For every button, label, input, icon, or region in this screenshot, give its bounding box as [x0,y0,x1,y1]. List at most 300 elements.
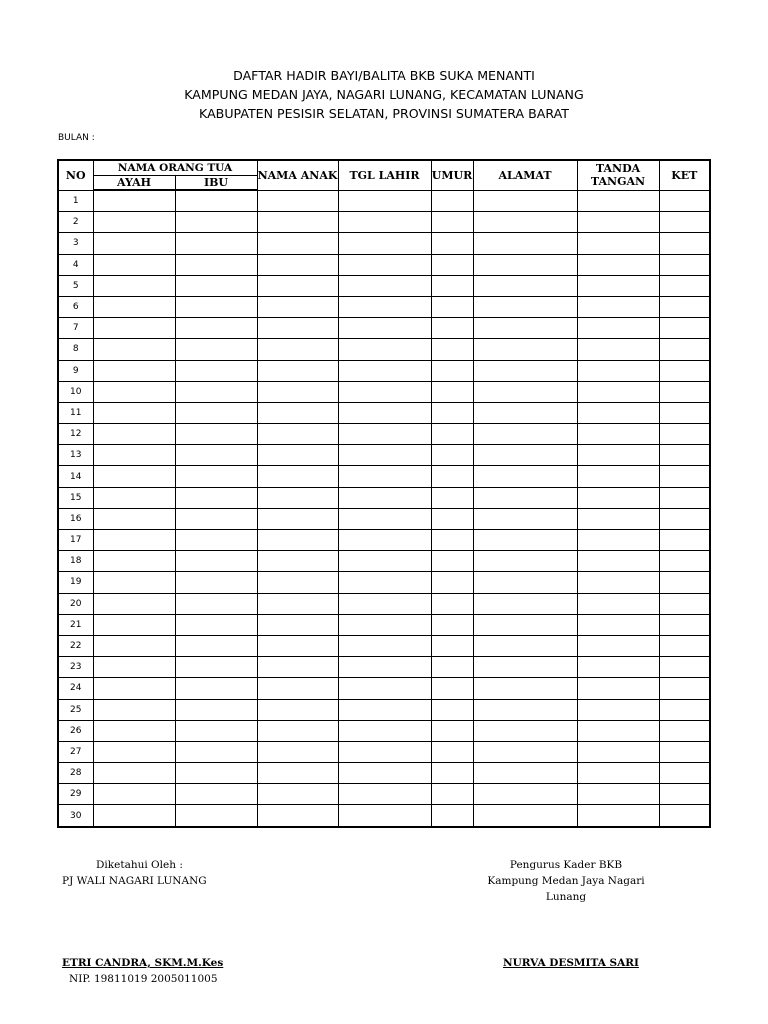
empty-cell [257,402,338,423]
empty-cell [257,360,338,381]
row-number: 23 [58,657,93,678]
row-number: 18 [58,551,93,572]
table-row [58,254,710,275]
empty-cell [338,784,431,805]
table-row [58,657,710,678]
table-row [58,551,710,572]
empty-cell [659,275,710,296]
row-number: 20 [58,593,93,614]
empty-cell [577,657,659,678]
empty-cell [577,212,659,233]
header-ket: KET [659,160,710,190]
empty-cell [431,741,473,762]
empty-cell [659,530,710,551]
left-signer-name: ETRI CANDRA, SKM.M.Kes [62,957,224,969]
empty-cell [257,593,338,614]
empty-cell [473,296,577,317]
empty-cell [93,360,175,381]
empty-cell [659,657,710,678]
empty-cell [473,614,577,635]
empty-cell [659,551,710,572]
empty-cell [338,805,431,827]
empty-cell [577,508,659,529]
left-signature-block [62,857,212,889]
row-number: 10 [58,381,93,402]
empty-cell [431,678,473,699]
empty-cell [175,254,257,275]
empty-cell [659,212,710,233]
table-row [58,212,710,233]
empty-cell [338,593,431,614]
table-row [58,339,710,360]
empty-cell [473,424,577,445]
empty-cell [93,381,175,402]
empty-cell [338,233,431,254]
empty-cell [175,678,257,699]
empty-cell [338,424,431,445]
empty-cell [338,530,431,551]
empty-cell [175,508,257,529]
empty-cell [473,487,577,508]
empty-cell [93,805,175,827]
empty-cell [431,424,473,445]
empty-cell [338,678,431,699]
empty-cell [431,402,473,423]
empty-cell [577,381,659,402]
empty-cell [473,678,577,699]
empty-cell [659,763,710,784]
empty-cell [93,424,175,445]
header-ibu: IBU [175,176,257,191]
table-row [58,720,710,741]
table-row [58,296,710,317]
row-number: 11 [58,402,93,423]
empty-cell [93,190,175,212]
header-nama-anak: NAMA ANAK [257,160,338,190]
empty-cell [338,572,431,593]
row-number: 24 [58,678,93,699]
empty-cell [577,720,659,741]
empty-cell [257,657,338,678]
right-signature-block [470,857,662,905]
empty-cell [338,275,431,296]
empty-cell [431,530,473,551]
table-row [58,530,710,551]
empty-cell [577,784,659,805]
header-ayah: AYAH [93,176,175,191]
empty-cell [431,720,473,741]
empty-cell [338,635,431,656]
empty-cell [577,530,659,551]
empty-cell [659,784,710,805]
table-row [58,805,710,827]
empty-cell [257,763,338,784]
empty-cell [338,254,431,275]
empty-cell [338,508,431,529]
row-number: 28 [58,763,93,784]
empty-cell [257,720,338,741]
table-row [58,508,710,529]
empty-cell [93,699,175,720]
row-number: 17 [58,530,93,551]
empty-cell [431,784,473,805]
empty-cell [577,741,659,762]
table-row [58,275,710,296]
empty-cell [257,381,338,402]
empty-cell [659,593,710,614]
empty-cell [659,614,710,635]
empty-cell [338,699,431,720]
right-signer-name: NURVA DESMITA SARI [503,957,639,969]
empty-cell [175,593,257,614]
empty-cell [338,487,431,508]
empty-cell [577,635,659,656]
empty-cell [175,784,257,805]
empty-cell [257,487,338,508]
table-row [58,233,710,254]
row-number: 26 [58,720,93,741]
table-row [58,763,710,784]
empty-cell [473,699,577,720]
empty-cell [93,212,175,233]
empty-cell [577,318,659,339]
empty-cell [93,720,175,741]
empty-cell [93,339,175,360]
empty-cell [93,763,175,784]
row-number: 5 [58,275,93,296]
empty-cell [659,233,710,254]
empty-cell [577,275,659,296]
row-number: 2 [58,212,93,233]
header-nama-orang-tua: NAMA ORANG TUA [93,160,257,176]
empty-cell [175,296,257,317]
empty-cell [431,508,473,529]
empty-cell [577,466,659,487]
row-number: 29 [58,784,93,805]
empty-cell [338,360,431,381]
empty-cell [577,551,659,572]
empty-cell [338,318,431,339]
empty-cell [431,339,473,360]
empty-cell [473,784,577,805]
empty-cell [338,381,431,402]
empty-cell [175,424,257,445]
empty-cell [577,593,659,614]
empty-cell [93,593,175,614]
empty-cell [257,614,338,635]
header-alamat: ALAMAT [473,160,577,190]
empty-cell [577,699,659,720]
empty-cell [93,296,175,317]
empty-cell [659,402,710,423]
table-row [58,318,710,339]
empty-cell [93,275,175,296]
empty-cell [431,212,473,233]
empty-cell [338,551,431,572]
empty-cell [431,551,473,572]
empty-cell [473,572,577,593]
empty-cell [257,551,338,572]
empty-cell [577,254,659,275]
empty-cell [659,318,710,339]
empty-cell [338,614,431,635]
empty-cell [659,424,710,445]
table-row [58,699,710,720]
empty-cell [175,360,257,381]
empty-cell [431,381,473,402]
empty-cell [175,233,257,254]
row-number: 1 [58,190,93,212]
empty-cell [175,763,257,784]
empty-cell [93,487,175,508]
right-role: Pengurus Kader BKB [509,859,623,871]
empty-cell [431,360,473,381]
empty-cell [257,318,338,339]
empty-cell [257,445,338,466]
row-number: 6 [58,296,93,317]
left-signer-nip: NIP. 19811019 2005011005 [69,973,218,985]
table-row [58,678,710,699]
empty-cell [659,487,710,508]
empty-cell [431,572,473,593]
table-row [58,487,710,508]
empty-cell [473,339,577,360]
row-number: 7 [58,318,93,339]
empty-cell [257,212,338,233]
empty-cell [338,466,431,487]
empty-cell [257,508,338,529]
empty-cell [473,530,577,551]
title-line-2: KAMPUNG MEDAN JAYA, NAGARI LUNANG, KECAMATAN LUNANG [184,87,584,102]
empty-cell [257,339,338,360]
row-number: 3 [58,233,93,254]
empty-cell [431,318,473,339]
header-tgl-lahir: TGL LAHIR [338,160,431,190]
empty-cell [659,699,710,720]
empty-cell [338,445,431,466]
empty-cell [175,445,257,466]
empty-cell [577,614,659,635]
empty-cell [175,805,257,827]
empty-cell [175,318,257,339]
table-row [58,593,710,614]
empty-cell [257,233,338,254]
empty-cell [659,381,710,402]
right-location: Kampung Medan Jaya Nagari Lunang [487,875,645,903]
left-official-title: PJ WALI NAGARI LUNANG [62,875,207,887]
empty-cell [577,678,659,699]
empty-cell [257,572,338,593]
empty-cell [93,678,175,699]
empty-cell [659,805,710,827]
row-number: 30 [58,805,93,827]
empty-cell [473,233,577,254]
empty-cell [93,318,175,339]
row-number: 12 [58,424,93,445]
table-row [58,402,710,423]
empty-cell [257,424,338,445]
empty-cell [577,763,659,784]
empty-cell [473,593,577,614]
empty-cell [473,254,577,275]
empty-cell [473,657,577,678]
empty-cell [577,339,659,360]
header-tangan-line: TANGAN [590,175,646,189]
empty-cell [659,678,710,699]
left-known-by: Diketahui Oleh : [96,859,183,871]
empty-cell [473,763,577,784]
empty-cell [175,635,257,656]
empty-cell [577,402,659,423]
empty-cell [659,508,710,529]
empty-cell [473,805,577,827]
empty-cell [257,275,338,296]
empty-cell [659,445,710,466]
empty-cell [659,254,710,275]
empty-cell [93,233,175,254]
empty-cell [577,233,659,254]
empty-cell [473,402,577,423]
empty-cell [257,741,338,762]
empty-cell [431,635,473,656]
row-number: 8 [58,339,93,360]
empty-cell [659,190,710,212]
empty-cell [175,657,257,678]
table-row [58,190,710,212]
attendance-table [57,159,711,828]
empty-cell [175,212,257,233]
table-row [58,360,710,381]
empty-cell [659,360,710,381]
empty-cell [473,360,577,381]
empty-cell [659,741,710,762]
empty-cell [338,402,431,423]
row-number: 22 [58,635,93,656]
empty-cell [93,508,175,529]
empty-cell [577,487,659,508]
bulan-label: BULAN : [58,133,95,143]
empty-cell [93,254,175,275]
empty-cell [257,530,338,551]
empty-cell [431,296,473,317]
row-number: 13 [58,445,93,466]
empty-cell [577,296,659,317]
table-row [58,614,710,635]
empty-cell [93,784,175,805]
empty-cell [175,381,257,402]
empty-cell [431,699,473,720]
header-tanda-line: TANDA [595,162,641,176]
empty-cell [659,720,710,741]
table-row [58,466,710,487]
empty-cell [473,466,577,487]
empty-cell [175,720,257,741]
empty-cell [659,339,710,360]
empty-cell [93,466,175,487]
row-number: 25 [58,699,93,720]
row-number: 14 [58,466,93,487]
empty-cell [431,657,473,678]
empty-cell [431,805,473,827]
empty-cell [473,190,577,212]
empty-cell [93,572,175,593]
empty-cell [257,635,338,656]
empty-cell [175,339,257,360]
empty-cell [175,614,257,635]
empty-cell [257,784,338,805]
empty-cell [257,466,338,487]
empty-cell [577,424,659,445]
empty-cell [175,572,257,593]
empty-cell [93,741,175,762]
empty-cell [473,275,577,296]
empty-cell [431,593,473,614]
empty-cell [577,805,659,827]
empty-cell [257,254,338,275]
empty-cell [659,296,710,317]
row-number: 15 [58,487,93,508]
empty-cell [93,402,175,423]
empty-cell [338,296,431,317]
empty-cell [257,296,338,317]
row-number: 16 [58,508,93,529]
empty-cell [577,572,659,593]
empty-cell [431,466,473,487]
empty-cell [659,635,710,656]
empty-cell [338,657,431,678]
header-umur: UMUR [431,160,473,190]
empty-cell [175,402,257,423]
empty-cell [473,318,577,339]
header-no: NO [58,160,93,190]
empty-cell [431,763,473,784]
table-row [58,445,710,466]
empty-cell [93,445,175,466]
empty-cell [257,678,338,699]
table-row [58,381,710,402]
empty-cell [338,741,431,762]
empty-cell [659,572,710,593]
empty-cell [431,614,473,635]
empty-cell [338,763,431,784]
empty-cell [338,339,431,360]
empty-cell [257,190,338,212]
row-number: 21 [58,614,93,635]
empty-cell [577,445,659,466]
table-row [58,635,710,656]
empty-cell [431,487,473,508]
empty-cell [175,190,257,212]
empty-cell [175,699,257,720]
empty-cell [175,487,257,508]
empty-cell [431,233,473,254]
row-number: 4 [58,254,93,275]
table-row [58,784,710,805]
empty-cell [338,190,431,212]
table-row [58,741,710,762]
empty-cell [257,805,338,827]
row-number: 9 [58,360,93,381]
empty-cell [257,699,338,720]
table-row [58,424,710,445]
empty-cell [93,635,175,656]
row-number: 19 [58,572,93,593]
empty-cell [473,381,577,402]
empty-cell [175,530,257,551]
title-line-3: KABUPATEN PESISIR SELATAN, PROVINSI SUMATERA BARAT [199,106,569,121]
empty-cell [338,720,431,741]
empty-cell [175,275,257,296]
